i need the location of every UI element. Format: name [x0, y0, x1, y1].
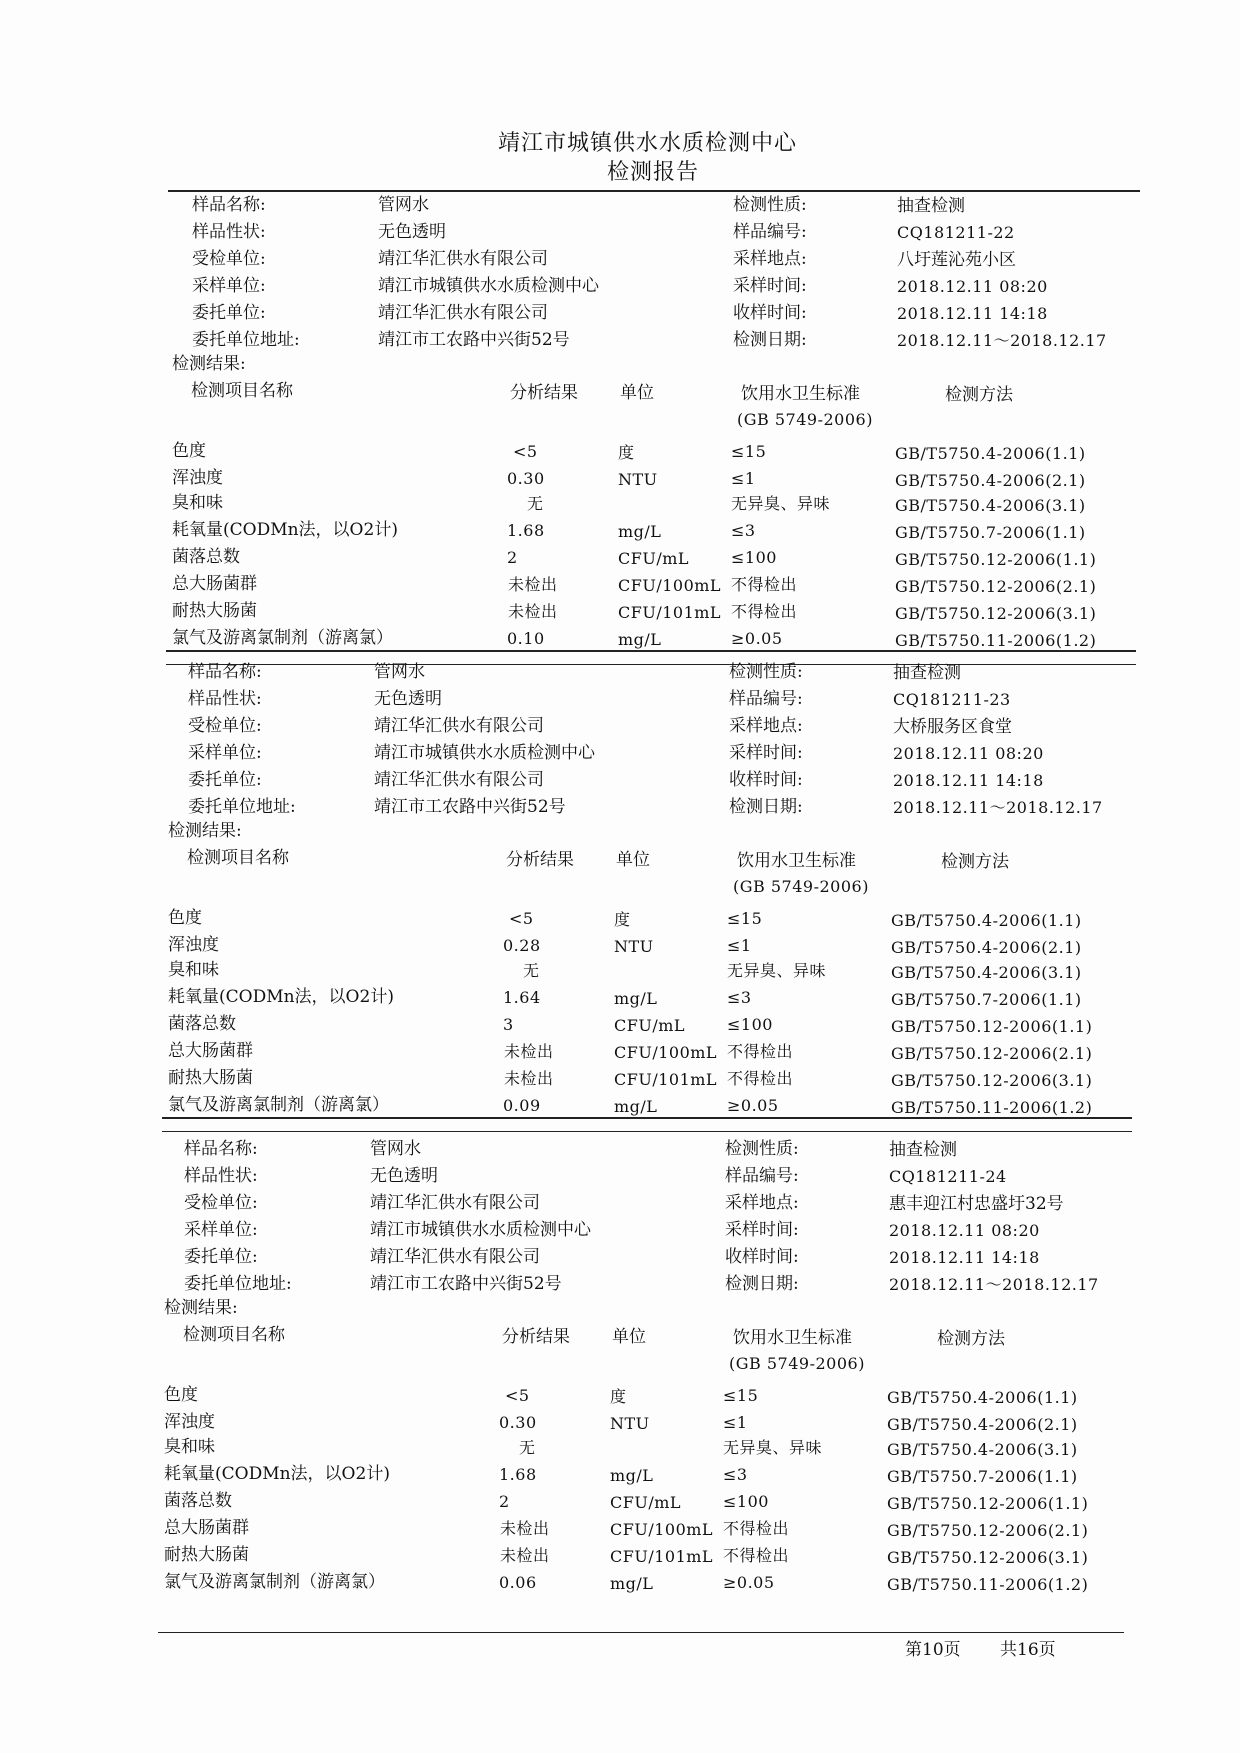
org-title: 靖江市城镇供水水质检测中心	[498, 131, 798, 156]
label-sample-no: 样品编号:	[729, 689, 803, 709]
label-inspected-unit: 受检单位:	[184, 1193, 258, 1213]
col-header-result: 分析结果	[506, 850, 574, 870]
row-result: 0.10	[507, 629, 545, 648]
row-method: GB/T5750.4-2006(2.1)	[895, 471, 1086, 490]
value-sample-no: CQ181211-22	[897, 223, 1015, 242]
row-item: 臭和味	[164, 1437, 215, 1457]
label-sample-name: 样品名称:	[184, 1139, 258, 1159]
value-client-address: 靖江市工农路中兴街52号	[370, 1274, 562, 1294]
row-method: GB/T5750.12-2006(3.1)	[895, 604, 1097, 623]
label-sampling-time: 采样时间:	[729, 743, 803, 763]
row-method: GB/T5750.12-2006(2.1)	[895, 577, 1097, 596]
row-item: 浑浊度	[172, 468, 223, 488]
col-header-item: 检测项目名称	[187, 848, 289, 868]
label-sampling-time: 采样时间:	[725, 1220, 799, 1240]
row-standard: ≤15	[727, 909, 763, 928]
row-item: 色度	[172, 441, 206, 461]
results-label: 检测结果:	[168, 821, 242, 841]
row-standard: ≤15	[723, 1386, 759, 1405]
row-method: GB/T5750.12-2006(2.1)	[887, 1521, 1089, 1540]
value-sample-no: CQ181211-24	[889, 1167, 1007, 1186]
value-sample-name: 管网水	[370, 1139, 421, 1159]
row-method: GB/T5750.4-2006(2.1)	[887, 1415, 1078, 1434]
row-method: GB/T5750.12-2006(1.1)	[895, 550, 1097, 569]
value-client-address: 靖江市工农路中兴街52号	[374, 797, 566, 817]
row-method: GB/T5750.12-2006(1.1)	[887, 1494, 1089, 1513]
value-inspected-unit: 靖江华汇供水有限公司	[370, 1193, 540, 1213]
row-item: 耗氧量(CODMn法，以O2计)	[164, 1464, 390, 1484]
row-standard: ≤3	[723, 1465, 748, 1484]
value-sampling-site: 惠丰迎江村忠盛圩32号	[889, 1194, 1064, 1214]
results-label: 检测结果:	[164, 1298, 238, 1318]
row-result: 2	[507, 548, 518, 567]
col-header-item: 检测项目名称	[183, 1325, 285, 1345]
col-header-standard: 饮用水卫生标准	[737, 851, 856, 871]
row-unit: CFU/mL	[614, 1016, 686, 1035]
row-method: GB/T5750.4-2006(3.1)	[887, 1440, 1078, 1459]
row-unit: NTU	[610, 1414, 650, 1433]
value-test-nature: 抽查检测	[889, 1140, 957, 1160]
footer-rule	[158, 1632, 1124, 1633]
row-result: 未检出	[508, 602, 558, 621]
label-test-nature: 检测性质:	[733, 195, 807, 215]
row-unit: CFU/mL	[618, 549, 690, 568]
row-item: 菌落总数	[164, 1491, 232, 1511]
row-item: 臭和味	[172, 493, 223, 513]
row-item: 氯气及游离氯制剂（游离氯）	[164, 1572, 385, 1592]
col-header-unit: 单位	[616, 850, 650, 870]
row-item: 色度	[164, 1385, 198, 1405]
header-rule	[168, 190, 1140, 192]
col-header-unit: 单位	[612, 1327, 646, 1347]
row-item: 臭和味	[168, 960, 219, 980]
row-standard: 无异臭、异味	[727, 961, 827, 980]
label-test-nature: 检测性质:	[725, 1139, 799, 1159]
row-result: <5	[509, 909, 534, 928]
label-sample-property: 样品性状:	[184, 1166, 258, 1186]
row-item: 总大肠菌群	[172, 574, 257, 594]
col-header-result: 分析结果	[510, 383, 578, 403]
row-unit: NTU	[614, 937, 654, 956]
row-unit: CFU/100mL	[614, 1043, 718, 1062]
row-standard: ≤15	[731, 442, 767, 461]
row-method: GB/T5750.12-2006(1.1)	[891, 1017, 1093, 1036]
col-header-standard: 饮用水卫生标准	[733, 1328, 852, 1348]
results-label: 检测结果:	[172, 354, 246, 374]
value-sample-name: 管网水	[374, 662, 425, 682]
row-result: 未检出	[508, 575, 558, 594]
value-test-nature: 抽查检测	[893, 663, 961, 683]
row-standard: 不得检出	[731, 575, 798, 594]
row-method: GB/T5750.11-2006(1.2)	[887, 1575, 1089, 1594]
row-standard: ≥0.05	[731, 629, 783, 648]
label-sample-no: 样品编号:	[733, 222, 807, 242]
row-result: 0.06	[499, 1573, 537, 1592]
label-inspected-unit: 受检单位:	[192, 249, 266, 269]
row-method: GB/T5750.4-2006(1.1)	[887, 1388, 1078, 1407]
value-sampling-time: 2018.12.11 08:20	[893, 744, 1044, 763]
col-header-unit: 单位	[620, 383, 654, 403]
row-method: GB/T5750.4-2006(1.1)	[895, 444, 1086, 463]
row-standard: ≤3	[727, 988, 752, 1007]
label-sampling-unit: 采样单位:	[188, 743, 262, 763]
label-test-nature: 检测性质:	[729, 662, 803, 682]
label-test-date: 检测日期:	[725, 1274, 799, 1294]
value-test-date: 2018.12.11～2018.12.17	[893, 798, 1103, 817]
value-sample-name: 管网水	[378, 195, 429, 215]
row-item: 氯气及游离氯制剂（游离氯）	[168, 1095, 389, 1115]
row-unit: CFU/101mL	[618, 603, 722, 622]
row-item: 耗氧量(CODMn法，以O2计)	[172, 520, 398, 540]
row-item: 氯气及游离氯制剂（游离氯）	[172, 628, 393, 648]
label-sampling-unit: 采样单位:	[192, 276, 266, 296]
row-method: GB/T5750.12-2006(2.1)	[891, 1044, 1093, 1063]
value-sampling-unit: 靖江市城镇供水水质检测中心	[374, 743, 595, 763]
row-unit: CFU/100mL	[618, 576, 722, 595]
label-test-date: 检测日期:	[729, 797, 803, 817]
value-client-unit: 靖江华汇供水有限公司	[374, 770, 544, 790]
row-unit: 度	[618, 443, 635, 462]
row-standard: ≤1	[731, 469, 756, 488]
value-sample-property: 无色透明	[378, 222, 446, 242]
row-unit: 度	[610, 1387, 627, 1406]
value-inspected-unit: 靖江华汇供水有限公司	[374, 716, 544, 736]
col-header-method: 检测方法	[945, 385, 1013, 405]
row-method: GB/T5750.11-2006(1.2)	[891, 1098, 1093, 1117]
page-total: 共16页	[1000, 1640, 1056, 1660]
row-unit: NTU	[618, 470, 658, 489]
value-inspected-unit: 靖江华汇供水有限公司	[378, 249, 548, 269]
value-sampling-site: 大桥服务区食堂	[893, 717, 1012, 737]
row-result: 0.30	[507, 469, 545, 488]
col-header-standard-ref: (GB 5749-2006)	[737, 410, 873, 429]
row-unit: CFU/101mL	[610, 1547, 714, 1566]
value-receive-time: 2018.12.11 14:18	[893, 771, 1044, 790]
value-sampling-time: 2018.12.11 08:20	[889, 1221, 1040, 1240]
row-standard: ≤1	[727, 936, 752, 955]
row-unit: mg/L	[614, 989, 658, 1008]
row-item: 菌落总数	[172, 547, 240, 567]
label-test-date: 检测日期:	[733, 330, 807, 350]
value-client-unit: 靖江华汇供水有限公司	[370, 1247, 540, 1267]
label-sampling-site: 采样地点:	[725, 1193, 799, 1213]
value-receive-time: 2018.12.11 14:18	[889, 1248, 1040, 1267]
row-item: 浑浊度	[168, 935, 219, 955]
row-unit: 度	[614, 910, 631, 929]
row-result: 0.28	[503, 936, 541, 955]
row-standard: ≤1	[723, 1413, 748, 1432]
col-header-method: 检测方法	[941, 852, 1009, 872]
row-item: 浑浊度	[164, 1412, 215, 1432]
label-client-address: 委托单位地址:	[192, 330, 300, 350]
row-result: 未检出	[500, 1546, 550, 1565]
row-item: 总大肠菌群	[168, 1041, 253, 1061]
col-header-standard: 饮用水卫生标准	[741, 384, 860, 404]
row-unit: mg/L	[614, 1097, 658, 1116]
row-unit: mg/L	[618, 630, 662, 649]
value-sampling-unit: 靖江市城镇供水水质检测中心	[370, 1220, 591, 1240]
value-test-date: 2018.12.11～2018.12.17	[897, 331, 1107, 350]
row-item: 耐热大肠菌	[172, 601, 257, 621]
row-result: 1.68	[507, 521, 545, 540]
label-client-unit: 委托单位:	[192, 303, 266, 323]
label-sample-no: 样品编号:	[725, 1166, 799, 1186]
value-sampling-time: 2018.12.11 08:20	[897, 277, 1048, 296]
value-sample-no: CQ181211-23	[893, 690, 1011, 709]
row-standard: 不得检出	[727, 1042, 794, 1061]
row-result: 3	[503, 1015, 514, 1034]
row-standard: 不得检出	[723, 1546, 790, 1565]
row-unit: CFU/mL	[610, 1493, 682, 1512]
label-client-address: 委托单位地址:	[188, 797, 296, 817]
row-unit: CFU/101mL	[614, 1070, 718, 1089]
row-result: 未检出	[500, 1519, 550, 1538]
label-sampling-site: 采样地点:	[733, 249, 807, 269]
row-item: 耐热大肠菌	[168, 1068, 253, 1088]
row-item: 菌落总数	[168, 1014, 236, 1034]
row-unit: mg/L	[610, 1574, 654, 1593]
value-sample-property: 无色透明	[374, 689, 442, 709]
row-standard: 无异臭、异味	[723, 1438, 823, 1457]
label-receive-time: 收样时间:	[725, 1247, 799, 1267]
row-result: 0.30	[499, 1413, 537, 1432]
value-test-nature: 抽查检测	[897, 196, 965, 216]
row-method: GB/T5750.4-2006(1.1)	[891, 911, 1082, 930]
label-receive-time: 收样时间:	[733, 303, 807, 323]
row-method: GB/T5750.7-2006(1.1)	[887, 1467, 1078, 1486]
row-result: 未检出	[504, 1069, 554, 1088]
label-client-unit: 委托单位:	[184, 1247, 258, 1267]
section-divider	[166, 650, 1136, 652]
row-standard: ≤100	[727, 1015, 773, 1034]
row-standard: ≥0.05	[727, 1096, 779, 1115]
row-result: 无	[519, 1438, 536, 1457]
col-header-standard-ref: (GB 5749-2006)	[733, 877, 869, 896]
row-unit: mg/L	[618, 522, 662, 541]
row-unit: CFU/100mL	[610, 1520, 714, 1539]
label-sample-property: 样品性状:	[188, 689, 262, 709]
col-header-item: 检测项目名称	[191, 381, 293, 401]
row-method: GB/T5750.12-2006(3.1)	[891, 1071, 1093, 1090]
row-method: GB/T5750.4-2006(3.1)	[895, 496, 1086, 515]
row-result: <5	[513, 442, 538, 461]
label-sampling-site: 采样地点:	[729, 716, 803, 736]
value-sampling-unit: 靖江市城镇供水水质检测中心	[378, 276, 599, 296]
col-header-result: 分析结果	[502, 1327, 570, 1347]
label-sample-name: 样品名称:	[188, 662, 262, 682]
row-standard: ≥0.05	[723, 1573, 775, 1592]
row-standard: ≤3	[731, 521, 756, 540]
label-client-unit: 委托单位:	[188, 770, 262, 790]
row-standard: 不得检出	[727, 1069, 794, 1088]
row-result: 2	[499, 1492, 510, 1511]
label-inspected-unit: 受检单位:	[188, 716, 262, 736]
row-item: 总大肠菌群	[164, 1518, 249, 1538]
label-receive-time: 收样时间:	[729, 770, 803, 790]
row-item: 色度	[168, 908, 202, 928]
row-result: 无	[523, 961, 540, 980]
label-sample-property: 样品性状:	[192, 222, 266, 242]
row-standard: 不得检出	[731, 602, 798, 621]
label-sample-name: 样品名称:	[192, 195, 266, 215]
row-standard: 不得检出	[723, 1519, 790, 1538]
value-sampling-site: 八圩莲沁苑小区	[897, 250, 1016, 270]
row-method: GB/T5750.7-2006(1.1)	[895, 523, 1086, 542]
value-sample-property: 无色透明	[370, 1166, 438, 1186]
report-title: 检测报告	[607, 160, 700, 185]
row-method: GB/T5750.12-2006(3.1)	[887, 1548, 1089, 1567]
row-item: 耐热大肠菌	[164, 1545, 249, 1565]
row-item: 耗氧量(CODMn法，以O2计)	[168, 987, 394, 1007]
row-result: <5	[505, 1386, 530, 1405]
row-result: 1.68	[499, 1465, 537, 1484]
row-result: 1.64	[503, 988, 541, 1007]
row-method: GB/T5750.11-2006(1.2)	[895, 631, 1097, 650]
row-standard: ≤100	[723, 1492, 769, 1511]
row-result: 无	[527, 494, 544, 513]
row-result: 0.09	[503, 1096, 541, 1115]
col-header-standard-ref: (GB 5749-2006)	[729, 1354, 865, 1373]
section-divider	[162, 1131, 1132, 1132]
row-unit: mg/L	[610, 1466, 654, 1485]
label-sampling-time: 采样时间:	[733, 276, 807, 296]
label-client-address: 委托单位地址:	[184, 1274, 292, 1294]
value-client-address: 靖江市工农路中兴街52号	[378, 330, 570, 350]
label-sampling-unit: 采样单位:	[184, 1220, 258, 1240]
row-method: GB/T5750.4-2006(3.1)	[891, 963, 1082, 982]
row-method: GB/T5750.7-2006(1.1)	[891, 990, 1082, 1009]
row-standard: ≤100	[731, 548, 777, 567]
value-test-date: 2018.12.11～2018.12.17	[889, 1275, 1099, 1294]
page-number: 第10页	[905, 1640, 961, 1660]
value-client-unit: 靖江华汇供水有限公司	[378, 303, 548, 323]
row-result: 未检出	[504, 1042, 554, 1061]
value-receive-time: 2018.12.11 14:18	[897, 304, 1048, 323]
col-header-method: 检测方法	[937, 1329, 1005, 1349]
row-standard: 无异臭、异味	[731, 494, 831, 513]
section-divider	[166, 664, 1136, 665]
section-divider	[162, 1117, 1132, 1119]
row-method: GB/T5750.4-2006(2.1)	[891, 938, 1082, 957]
